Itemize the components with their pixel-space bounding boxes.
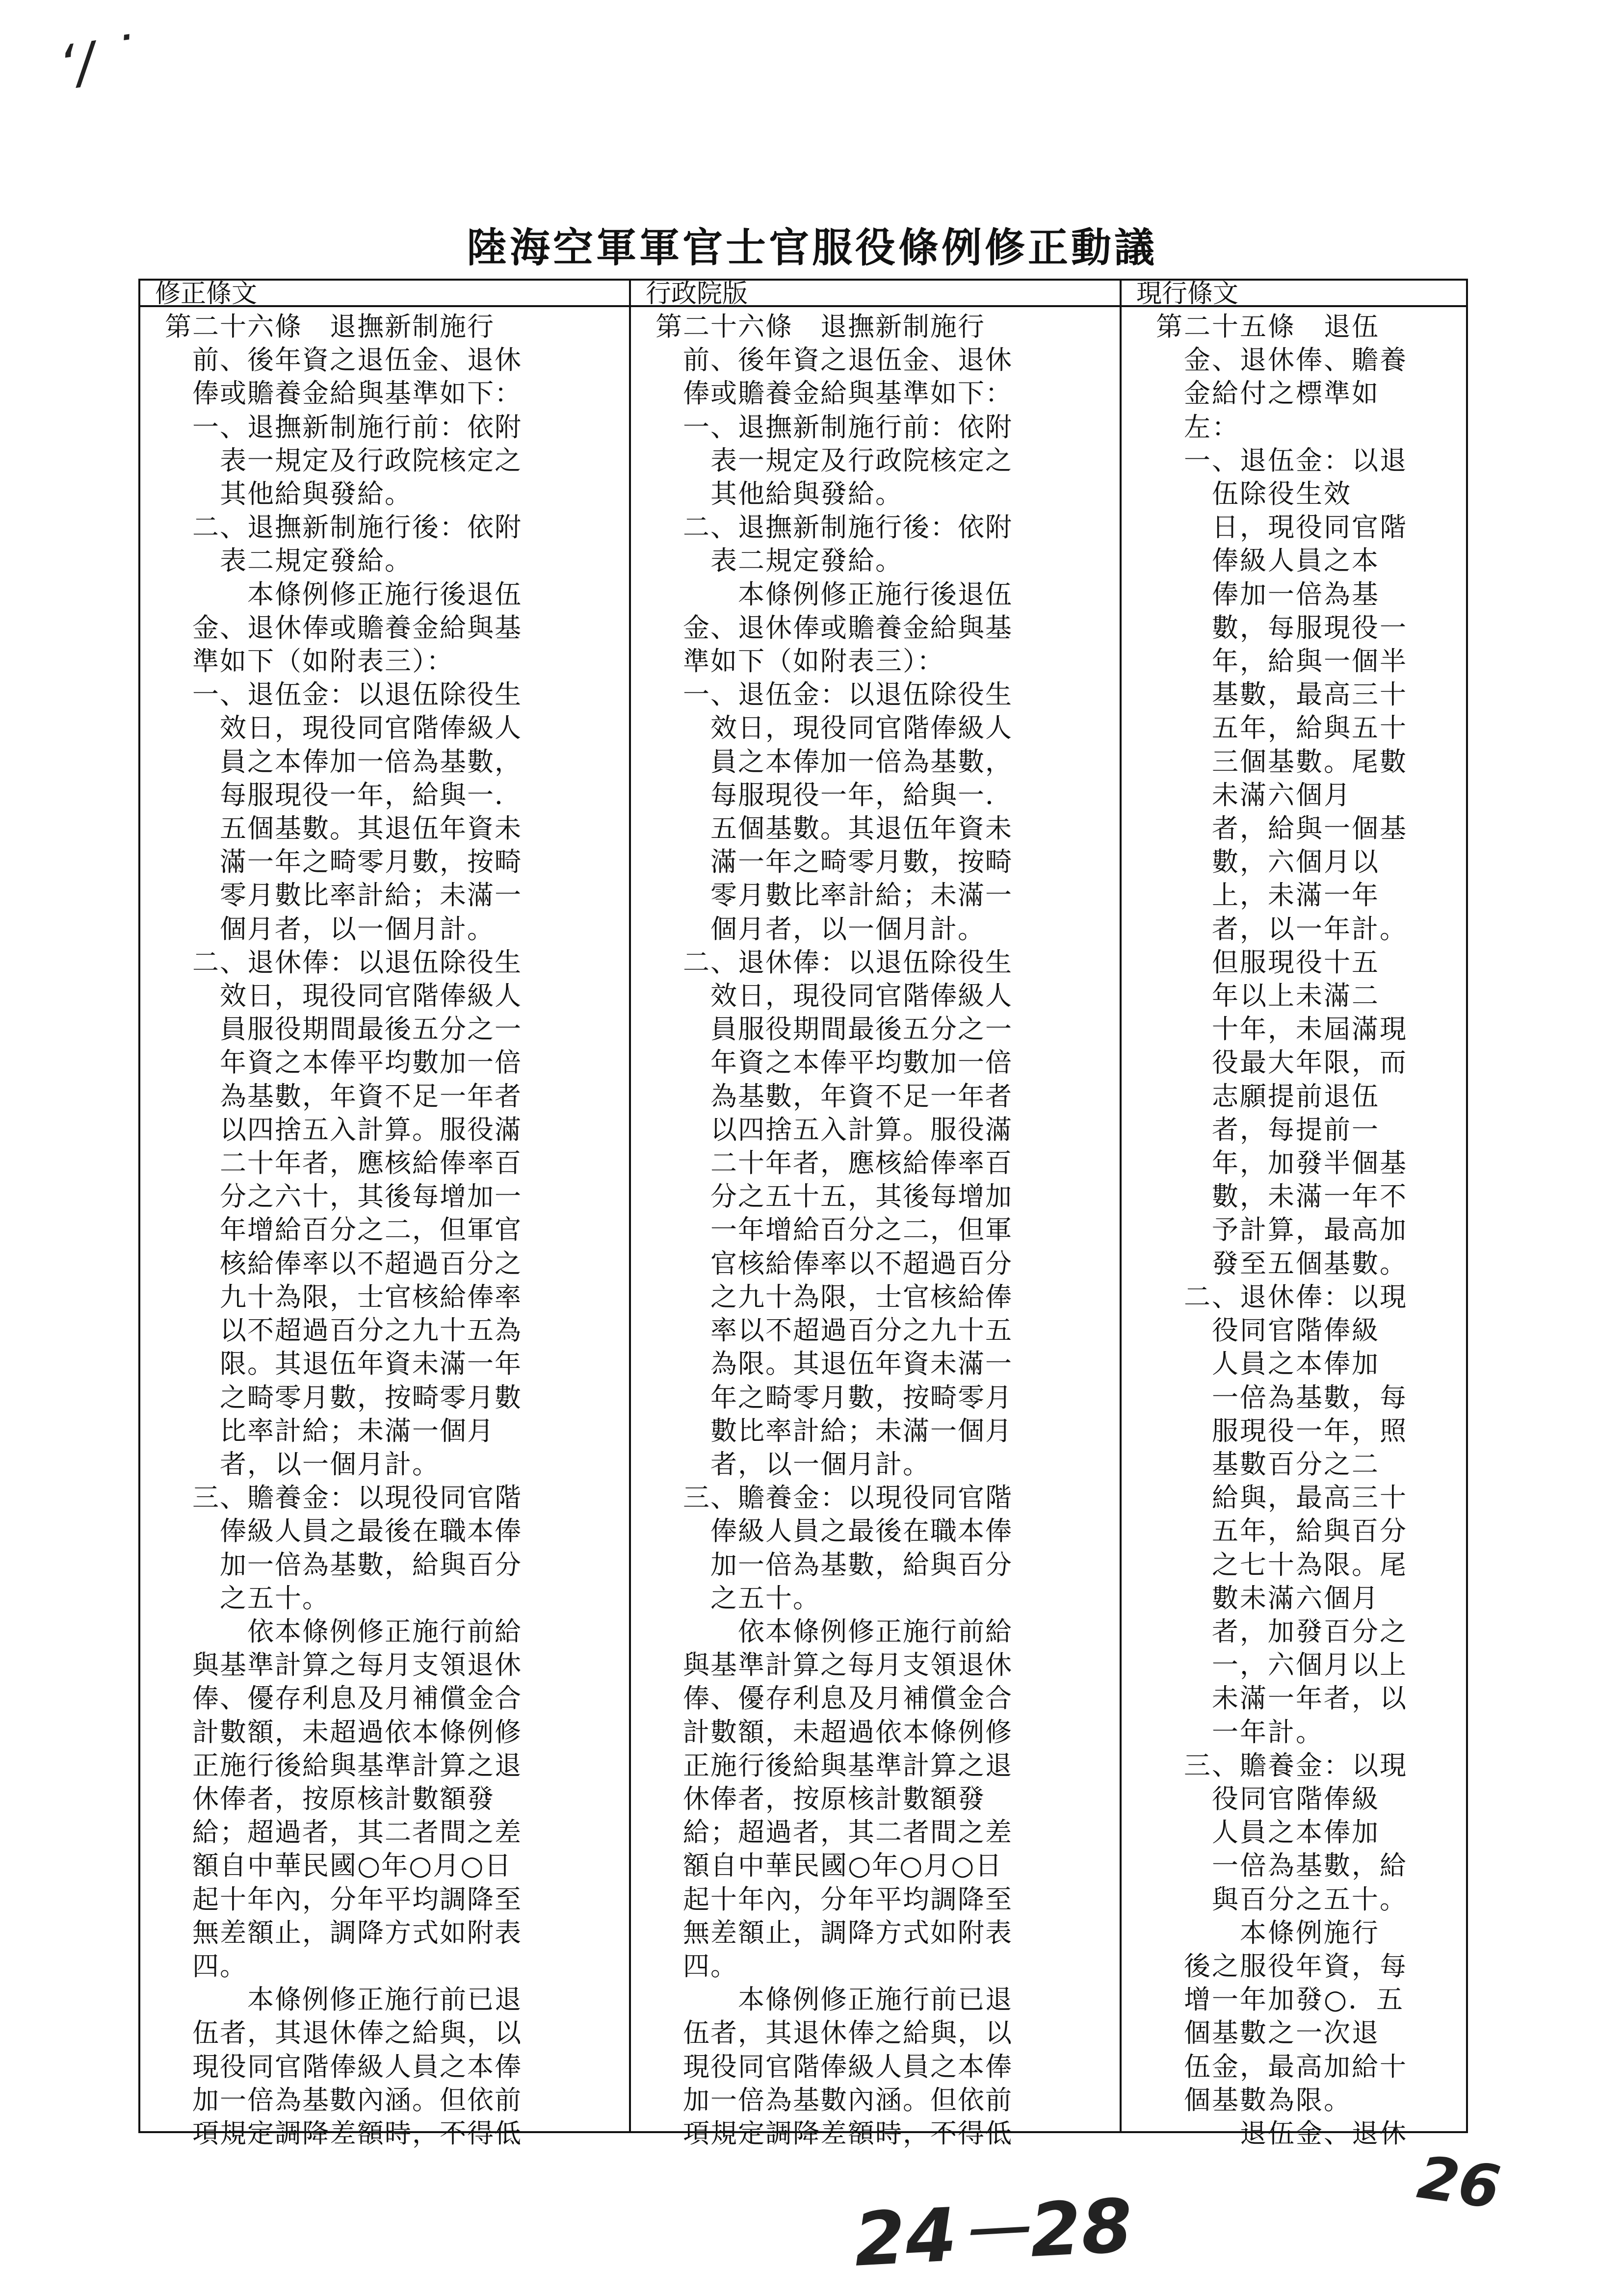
text-line: 二、退休俸：以現 (1156, 1281, 1408, 1312)
text-line: 基數百分之二 (1156, 1448, 1380, 1480)
text-line: 五年，給與五十 (1156, 712, 1408, 744)
text-line: 予計算，最高加 (1156, 1214, 1408, 1246)
text-line: 五個基數。其退伍年資未 (655, 813, 1013, 844)
text-line: 零月數比率計給；未滿一 (655, 880, 1013, 911)
text-line: 年以上未滿二 (1156, 980, 1380, 1012)
text-line: 與百分之五十。 (1156, 1883, 1408, 1915)
text-line: 左： (1156, 411, 1240, 443)
text-line: 加一倍為基數，給與百分 (655, 1549, 1013, 1580)
text-line: 休俸者，按原核計數額發 (165, 1783, 495, 1814)
text-line: 表一規定及行政院核定之 (165, 444, 522, 476)
text-line: 三、贍養金：以現役同官階 (165, 1482, 522, 1513)
text-line: 滿一年之畸零月數，按畸 (655, 846, 1013, 878)
text-line: 金、退休俸或贍養金給與基 (165, 612, 522, 643)
text-line: 以四捨五入計算。服役滿 (655, 1114, 1013, 1145)
text-line: 二、退撫新制施行後：依附 (655, 512, 1013, 543)
text-line: 之七十為限。尾 (1156, 1549, 1408, 1580)
comparison-table (138, 279, 1468, 2149)
text-line: 一、退撫新制施行前：依附 (655, 411, 1013, 443)
text-line: 發至五個基數。 (1156, 1248, 1408, 1279)
text-line: 正施行後給與基準計算之退 (165, 1749, 522, 1781)
text-line: 正施行後給與基準計算之退 (655, 1749, 1013, 1781)
text-line: 給與，最高三十 (1156, 1482, 1408, 1513)
text-line: 金、退休俸、贍養 (1156, 344, 1408, 376)
text-line: 金給付之標準如 (1156, 378, 1380, 409)
text-line: 滿一年之畸零月數，按畸 (165, 846, 522, 878)
text-line: 為基數，年資不足一年者 (655, 1080, 1013, 1112)
text-line: 年資之本俸平均數加一倍 (655, 1047, 1013, 1078)
column-body (140, 307, 629, 2150)
text-line: 員服役期間最後五分之一 (655, 1014, 1013, 1045)
text-line: 表二規定發給。 (655, 545, 903, 576)
text-line: 依本條例修正施行前給 (655, 1616, 1013, 1647)
text-line: 年，給與一個半 (1156, 646, 1408, 677)
text-line: 上，未滿一年 (1156, 880, 1380, 911)
text-line: 給；超過者，其二者間之差 (655, 1817, 1013, 1848)
text-line: 項規定調降差額時，不得低 (165, 2117, 522, 2149)
text-line: 本條例修正施行後退伍 (165, 578, 522, 610)
column-amended-text (140, 279, 631, 2149)
text-line: 前、後年資之退伍金、退休 (655, 344, 1013, 376)
text-line: 三、贍養金：以現 (1156, 1749, 1408, 1781)
text-line: 本條例修正施行後退伍 (655, 578, 1013, 610)
text-line: 役同官階俸級 (1156, 1315, 1380, 1346)
text-line: 之五十。 (165, 1582, 330, 1614)
text-line: 其他給與發給。 (655, 478, 903, 510)
text-line: 十年，未屆滿現 (1156, 1014, 1408, 1045)
text-line: 效日，現役同官階俸級人 (655, 712, 1013, 744)
column-current-text (1122, 279, 1466, 2149)
text-line: 二、退撫新制施行後：依附 (165, 512, 522, 543)
text-line: 本條例施行 (1156, 1917, 1380, 1948)
text-line: 給；超過者，其二者間之差 (165, 1817, 522, 1848)
text-line: 核給俸率以不超過百分之 (165, 1248, 522, 1279)
text-line: 年之畸零月數，按畸零月 (655, 1382, 1013, 1413)
text-line: 休俸者，按原核計數額發 (655, 1783, 985, 1814)
text-line: 員之本俸加一倍為基數， (165, 746, 522, 777)
text-line: 三個基數。尾數 (1156, 746, 1408, 777)
text-line: 一、退撫新制施行前：依附 (165, 411, 522, 443)
text-line: 現役同官階俸級人員之本俸 (655, 2051, 1013, 2082)
text-line: 一、退伍金：以退 (1156, 444, 1408, 476)
text-line: 日，現役同官階 (1156, 512, 1408, 543)
text-line: 俸、優存利息及月補償金合 (655, 1683, 1013, 1714)
column-executive-yuan-version (631, 279, 1122, 2149)
text-line: 計數額，未超過依本條例修 (655, 1716, 1013, 1748)
text-line: 比率計給；未滿一個月 (165, 1415, 495, 1446)
text-line: 俸級人員之最後在職本俸 (165, 1515, 522, 1547)
text-line: 起十年內，分年平均調降至 (655, 1883, 1013, 1915)
text-line: 前、後年資之退伍金、退休 (165, 344, 522, 376)
text-line: 一、退伍金：以退伍除役生 (165, 679, 522, 710)
text-line: 俸或贍養金給與基準如下： (165, 378, 522, 409)
text-line: 四。 (165, 1950, 247, 1982)
text-line: 者，以一個月計。 (165, 1448, 440, 1480)
text-line: 二、退休俸：以退伍除役生 (655, 946, 1013, 978)
text-line: 限。其退伍年資未滿一年 (165, 1348, 522, 1380)
document-title: 陸海空軍軍官士官服役條例修正動議 (466, 224, 1157, 271)
text-line: 數，每服現役一 (1156, 612, 1408, 643)
text-line: 效日，現役同官階俸級人 (655, 980, 1013, 1012)
text-line: 與基準計算之每月支領退休 (655, 1649, 1013, 1681)
column-body (1122, 307, 1466, 2150)
text-line: 人員之本俸加 (1156, 1348, 1380, 1380)
text-line: 其他給與發給。 (165, 478, 412, 510)
text-line: 本條例修正施行前已退 (655, 1984, 1013, 2015)
text-line: 加一倍為基數內涵。但依前 (165, 2084, 522, 2115)
text-line: 役最大年限，而 (1156, 1047, 1408, 1078)
column-header: 現行條文 (1122, 281, 1466, 307)
text-line: 第二十六條 退撫新制施行 (655, 311, 985, 342)
text-line: 以四捨五入計算。服役滿 (165, 1114, 522, 1145)
text-line: 四。 (655, 1950, 738, 1982)
text-line: 退伍金、退休 (1156, 2117, 1408, 2149)
text-line: 俸、優存利息及月補償金合 (165, 1683, 522, 1714)
text-line: 五年，給與百分 (1156, 1515, 1408, 1547)
text-line: 第二十六條 退撫新制施行 (165, 311, 495, 342)
text-line: 伍者，其退休俸之給與，以 (655, 2017, 1013, 2049)
text-line: 每服現役一年，給與一． (165, 779, 522, 810)
text-line: 基數，最高三十 (1156, 679, 1408, 710)
handwritten-top-mark: ʻ/ ˙ (54, 24, 143, 98)
text-line: 俸加一倍為基 (1156, 578, 1380, 610)
text-line: 一年計。 (1156, 1716, 1324, 1748)
text-line: 役同官階俸級 (1156, 1783, 1380, 1814)
text-line: 一年增給百分之二，但軍 (655, 1214, 1013, 1246)
text-line: 現役同官階俸級人員之本俸 (165, 2051, 522, 2082)
text-line: 數，未滿一年不 (1156, 1181, 1408, 1212)
text-line: 依本條例修正施行前給 (165, 1616, 522, 1647)
text-line: 數比率計給；未滿一個月 (655, 1415, 1013, 1446)
text-line: 二十年者，應核給俸率百 (165, 1148, 522, 1179)
text-line: 項規定調降差額時，不得低 (655, 2117, 1013, 2149)
text-line: 二、退休俸：以退伍除役生 (165, 946, 522, 978)
text-line: 之五十。 (655, 1582, 820, 1614)
text-line: 加一倍為基數，給與百分 (165, 1549, 522, 1580)
text-line: 者，以一年計。 (1156, 913, 1408, 944)
text-line: 未滿六個月 (1156, 779, 1352, 810)
text-line: 金、退休俸或贍養金給與基 (655, 612, 1013, 643)
text-line: 未滿一年者，以 (1156, 1683, 1408, 1714)
text-line: 之九十為限，士官核給俸 (655, 1281, 1013, 1312)
text-line: 與基準計算之每月支領退休 (165, 1649, 522, 1681)
text-line: 分之六十，其後每增加一 (165, 1181, 522, 1212)
text-line: 之畸零月數，按畸零月數 (165, 1382, 522, 1413)
text-line: 個基數為限。 (1156, 2084, 1352, 2115)
column-header: 修正條文 (140, 281, 629, 307)
text-line: 員服役期間最後五分之一 (165, 1014, 522, 1045)
column-body (631, 307, 1120, 2150)
text-line: 伍金，最高加給十 (1156, 2051, 1408, 2082)
text-line: 後之服役年資，每 (1156, 1950, 1408, 1982)
text-line: 志願提前退伍 (1156, 1080, 1380, 1112)
text-line: 分之五十五，其後每增加 (655, 1181, 1013, 1212)
text-line: 以不超過百分之九十五為 (165, 1315, 522, 1346)
text-line: 服現役一年，照 (1156, 1415, 1408, 1446)
text-line: 年，加發半個基 (1156, 1148, 1408, 1179)
text-line: 伍除役生效 (1156, 478, 1352, 510)
text-line: 九十為限，士官核給俸率 (165, 1281, 522, 1312)
text-line: 效日，現役同官階俸級人 (165, 712, 522, 744)
text-line: 效日，現役同官階俸級人 (165, 980, 522, 1012)
handwritten-page-number: 26 (1414, 2143, 1504, 2222)
text-line: 加一倍為基數內涵。但依前 (655, 2084, 1013, 2115)
text-line: 者，給與一個基 (1156, 813, 1408, 844)
text-line: 個基數之一次退 (1156, 2017, 1380, 2049)
text-line: 者，以一個月計。 (655, 1448, 930, 1480)
text-line: 額自中華民國○年○月○日 (165, 1850, 512, 1881)
text-line: 年資之本俸平均數加一倍 (165, 1047, 522, 1078)
text-line: 額自中華民國○年○月○日 (655, 1850, 1003, 1881)
text-line: 表二規定發給。 (165, 545, 412, 576)
text-line: 計數額，未超過依本條例修 (165, 1716, 522, 1748)
text-line: 為基數，年資不足一年者 (165, 1080, 522, 1112)
text-line: 一、退伍金：以退伍除役生 (655, 679, 1013, 710)
text-line: 本條例修正施行前已退 (165, 1984, 522, 2015)
text-line: 無差額止，調降方式如附表 (655, 1917, 1013, 1948)
text-line: 準如下（如附表三）： (165, 646, 454, 677)
text-line: 每服現役一年，給與一． (655, 779, 1013, 810)
text-line: 數，六個月以 (1156, 846, 1380, 878)
text-line: 零月數比率計給；未滿一 (165, 880, 522, 911)
text-line: 準如下（如附表三）： (655, 646, 944, 677)
text-line: 年增給百分之二，但軍官 (165, 1214, 522, 1246)
text-line: 個月者，以一個月計。 (165, 913, 495, 944)
text-line: 數未滿六個月 (1156, 1582, 1380, 1614)
text-line: 俸級人員之最後在職本俸 (655, 1515, 1013, 1547)
text-line: 第二十五條 退伍 (1156, 311, 1380, 342)
text-line: 二十年者，應核給俸率百 (655, 1148, 1013, 1179)
text-line: 一倍為基數，每 (1156, 1382, 1408, 1413)
column-header: 行政院版 (631, 281, 1120, 307)
text-line: 員之本俸加一倍為基數， (655, 746, 1013, 777)
text-line: 一，六個月以上 (1156, 1649, 1408, 1681)
text-line: 為限。其退伍年資未滿一 (655, 1348, 1013, 1380)
text-line: 率以不超過百分之九十五 (655, 1315, 1013, 1346)
text-line: 五個基數。其退伍年資未 (165, 813, 522, 844)
text-line: 起十年內，分年平均調降至 (165, 1883, 522, 1915)
text-line: 但服現役十五 (1156, 946, 1380, 978)
text-line: 俸級人員之本 (1156, 545, 1380, 576)
text-line: 伍者，其退休俸之給與，以 (165, 2017, 522, 2049)
text-line: 無差額止，調降方式如附表 (165, 1917, 522, 1948)
text-line: 三、贍養金：以現役同官階 (655, 1482, 1013, 1513)
text-line: 俸或贍養金給與基準如下： (655, 378, 1013, 409)
text-line: 人員之本俸加 (1156, 1817, 1380, 1848)
text-line: 增一年加發○．五 (1156, 1984, 1405, 2015)
text-line: 官核給俸率以不超過百分 (655, 1248, 1013, 1279)
handwritten-number: 24－28 (852, 2183, 1135, 2283)
text-line: 表一規定及行政院核定之 (655, 444, 1013, 476)
text-line: 者，加發百分之 (1156, 1616, 1408, 1647)
text-line: 個月者，以一個月計。 (655, 913, 985, 944)
text-line: 一倍為基數，給 (1156, 1850, 1408, 1881)
text-line: 者，每提前一 (1156, 1114, 1380, 1145)
